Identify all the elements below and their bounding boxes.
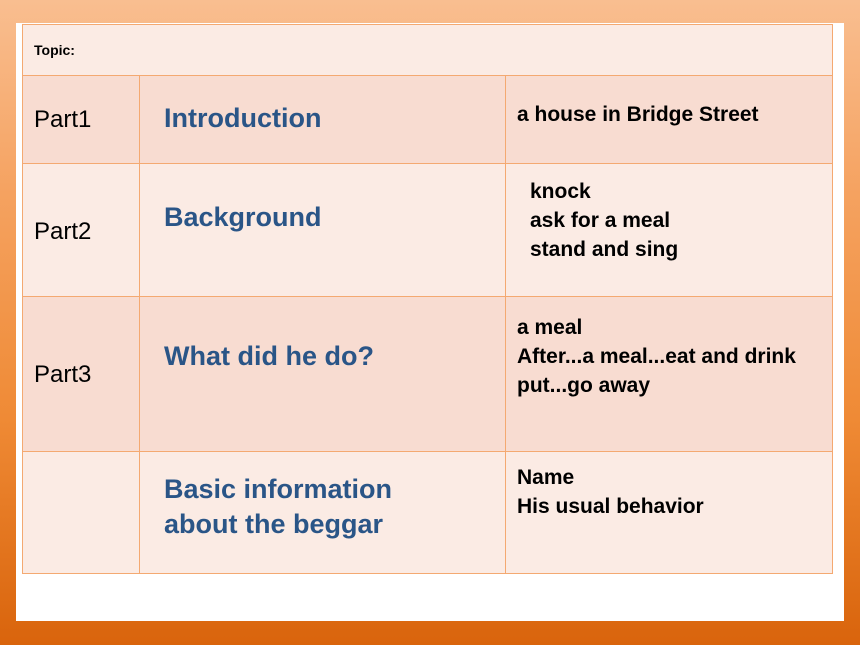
detail-item: Name	[517, 466, 575, 489]
section-title-line: about the beggar	[164, 509, 384, 539]
table-row	[23, 76, 833, 164]
details-cell	[506, 297, 833, 452]
section-title-cell	[140, 76, 506, 164]
topic-row	[23, 25, 833, 76]
part-label: Part1	[34, 106, 92, 133]
section-title	[164, 200, 322, 235]
detail-item: knock	[530, 180, 591, 203]
detail-item: ask for a meal	[530, 209, 671, 232]
part-cell	[23, 452, 140, 574]
table-row	[23, 164, 833, 297]
section-title-line: What did he do?	[164, 341, 374, 371]
details-cell	[506, 76, 833, 164]
part-label: Part2	[34, 218, 92, 245]
part-label: Part3	[34, 361, 92, 388]
table-row	[23, 452, 833, 574]
section-title-line: Background	[164, 202, 322, 232]
part-cell	[23, 76, 140, 164]
topic-label: Topic:	[34, 42, 75, 58]
part-cell	[23, 164, 140, 297]
section-title-cell	[140, 164, 506, 297]
detail-item: His usual behavior	[517, 495, 704, 518]
details-list	[517, 100, 759, 129]
section-title-line: Introduction	[164, 103, 322, 133]
detail-item: a meal	[517, 316, 583, 339]
details-cell	[506, 164, 833, 297]
table-row	[23, 297, 833, 452]
section-title-cell	[140, 452, 506, 574]
part-cell	[23, 297, 140, 452]
detail-item: put...go away	[517, 374, 651, 397]
section-title	[164, 101, 321, 136]
details-cell	[506, 452, 833, 574]
detail-item: stand and sing	[530, 238, 679, 261]
detail-item: After...a meal...eat and drink	[517, 345, 796, 368]
details-list	[517, 463, 704, 521]
details-list	[530, 177, 678, 264]
topic-cell	[23, 25, 833, 76]
details-list	[517, 313, 796, 400]
detail-item: a house in Bridge Street	[517, 103, 759, 126]
section-title-line: Basic information	[164, 474, 393, 504]
section-title-cell	[140, 297, 506, 452]
outline-table	[22, 24, 833, 574]
section-title	[164, 472, 392, 542]
section-title	[164, 339, 374, 374]
